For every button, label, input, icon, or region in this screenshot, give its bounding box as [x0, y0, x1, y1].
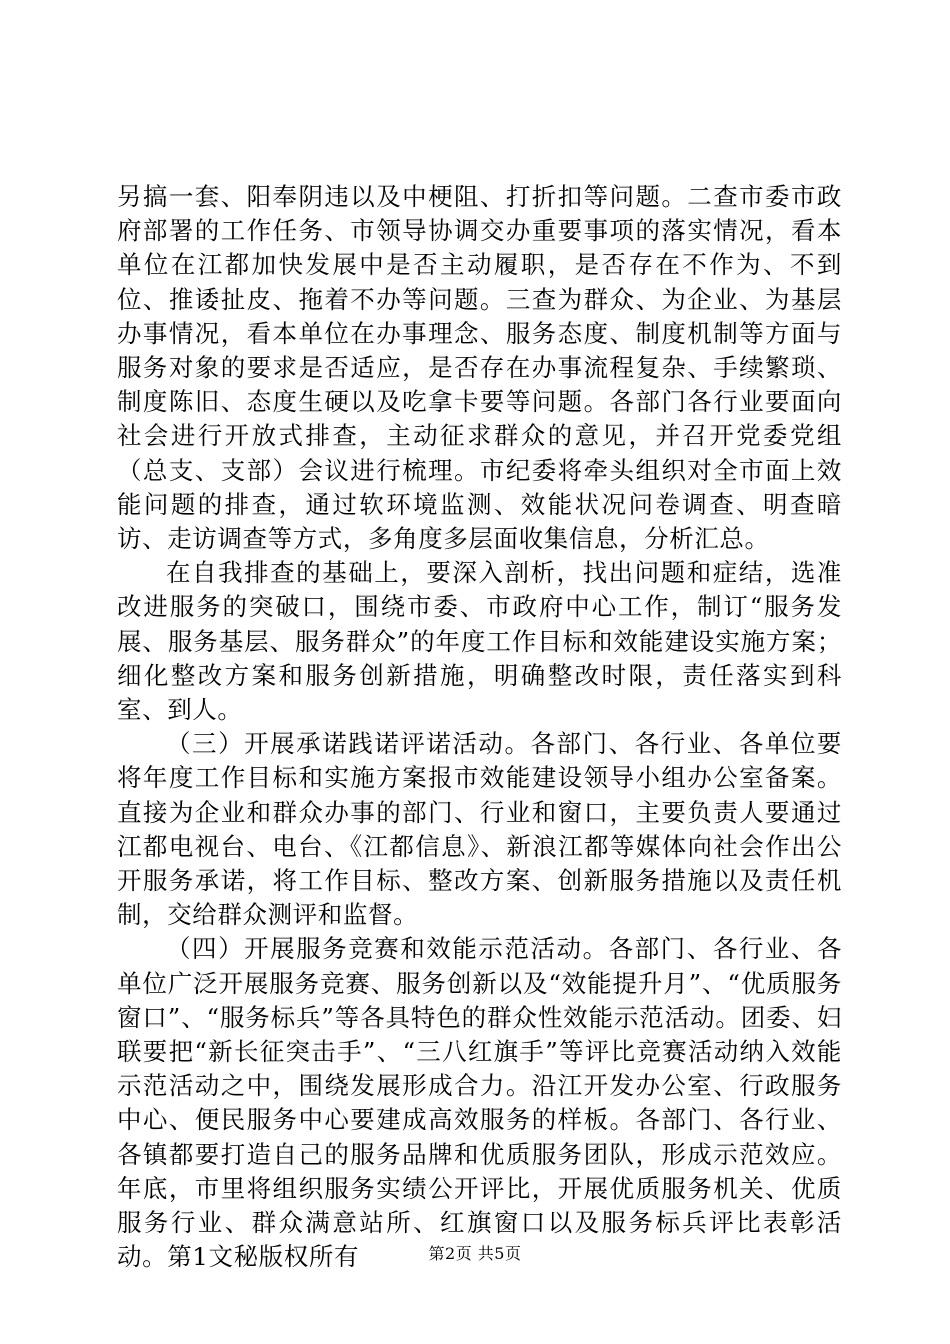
paragraph-1: 另搞一套、阳奉阴违以及中梗阻、打折扣等问题。二查市委市政府部署的工作任务、市领导协调交办重要事项的落实情况，看本单位在江都加快发展中是否主动履职，是否存在不作为、不到位、推诿扯皮、拖着不办等问题。三查为群众、为企业、为基层办事情况，看本单位在办事理念、服务态度、制度机制等方面与服务对象的要求是否适应，是否存在办事流程复杂、手续繁琐、制度陈旧、态度生硬以及吃拿卡要等问题。各部门各行业要面向社会进行开放式排查，主动征求群众的意见，并召开党委党组（总支、支部）会议进行梳理。市纪委将牵头组织对全市面上效能问题的排查，通过软环境监测、效能状况问卷调查、明查暗访、走访调查等方式，多角度多层面收集信息，分析汇总。 [117, 182, 842, 554]
document-body [117, 180, 842, 1275]
paragraph-4: （四）开展服务竞赛和效能示范活动。各部门、各行业、各单位广泛开展服务竞赛、服务创新以及“效能提升月”、“优质服务窗口”、“服务标兵”等各具特色的群众性效能示范活动。团委、妇联要把“新长征突击手”、“三八红旗手”等评比竞赛活动纳入效能示范活动之中，围绕发展形成合力。沿江开发办公室、行政服务中心、便民服务中心要建成高效服务的样板。各部门、各行业、各镇都要打造自己的服务品牌和优质服务团队，形成示范效应。年底，市里将组织服务实绩公开评比，开展优质服务机关、优质服务行业、群众满意站所、红旗窗口以及服务标兵评比表彰活动。第1文秘版权所有 [117, 934, 842, 1272]
paragraph-3: （三）开展承诺践诺评诺活动。各部门、各行业、各单位要将年度工作目标和实施方案报市效能建设领导小组办公室备案。直接为企业和群众办事的部门、行业和窗口，主要负责人要通过江都电视台、电台、《江都信息》、新浪江都等媒体向社会作出公开服务承诺，将工作目标、整改方案、创新服务措施以及责任机制，交给群众测评和监督。 [117, 729, 842, 930]
page-number-footer: 第2页 共5页 [428, 1244, 522, 1263]
paragraph-2: 在自我排查的基础上，要深入剖析，找出问题和症结，选准改进服务的突破口，围绕市委、市政府中心工作，制订“服务发展、服务基层、服务群众”的年度工作目标和效能建设实施方案；细化整改方案和服务创新措施，明确整改时限，责任落实到科室、到人。 [117, 558, 842, 725]
